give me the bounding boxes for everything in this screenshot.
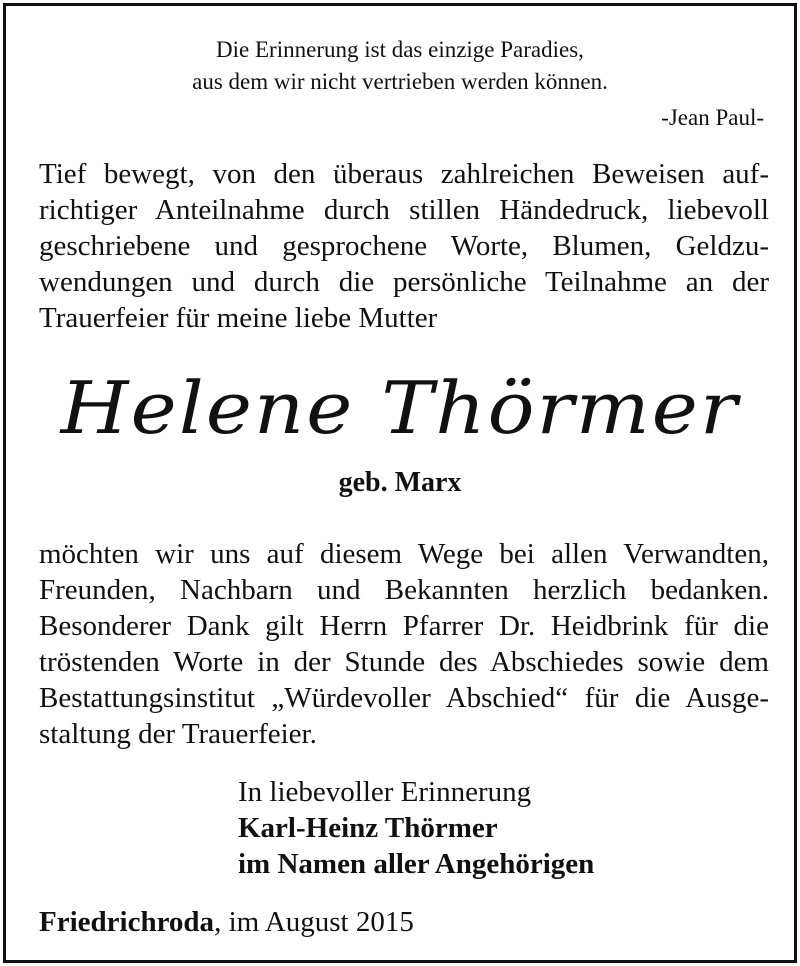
intro-line-5: Trauerfeier für meine liebe Mutter — [39, 302, 438, 334]
footer-date: , im August 2015 — [214, 906, 414, 938]
thanks-line-6: staltung der Trauerfeier. — [39, 718, 317, 750]
intro-line-1: Tief bewegt, von den überaus zahlreichen Beweisen auf- — [39, 158, 769, 190]
footer-place-date — [39, 904, 414, 940]
intro-line-2: richtiger Anteilnahme durch stillen Händedruck, liebevoll — [39, 194, 769, 226]
thanks-line-5: Bestattungsinstitut „Würdevoller Abschied“ für die Ausge- — [39, 682, 769, 714]
signature-relatives: im Namen aller Angehörigen — [238, 848, 595, 880]
thanks-line-2: Freunden, Nachbarn und Bekannten herzlich bedanken. — [39, 574, 769, 606]
thanks-line-1: möchten wir uns auf diesem Wege bei allen Verwandten, — [39, 538, 769, 570]
signature-greeting: In liebevoller Erinnerung — [238, 776, 532, 808]
intro-line-4: wendungen und durch die persönliche Teilnahme an der — [39, 266, 769, 298]
footer-place: Friedrichroda — [39, 906, 215, 938]
deceased-name: Helene Thörmer — [60, 366, 740, 450]
intro-line-3: geschriebene und gesprochene Worte, Blumen, Geldzu- — [39, 230, 769, 262]
quote-line-2: aus dem wir nicht vertrieben werden können. — [192, 69, 608, 94]
maiden-name: geb. Marx — [338, 467, 462, 498]
thanks-line-3: Besonderer Dank gilt Herrn Pfarrer Dr. Heidbrink für die — [39, 610, 769, 642]
quote-line-1: Die Erinnerung ist das einzige Paradies, — [216, 37, 584, 62]
obituary-card — [3, 3, 797, 963]
thanks-line-4: tröstenden Worte in der Stunde des Abschiedes sowie dem — [39, 646, 769, 678]
signature-name: Karl-Heinz Thörmer — [238, 812, 498, 844]
quote-author: -Jean Paul- — [661, 105, 764, 130]
